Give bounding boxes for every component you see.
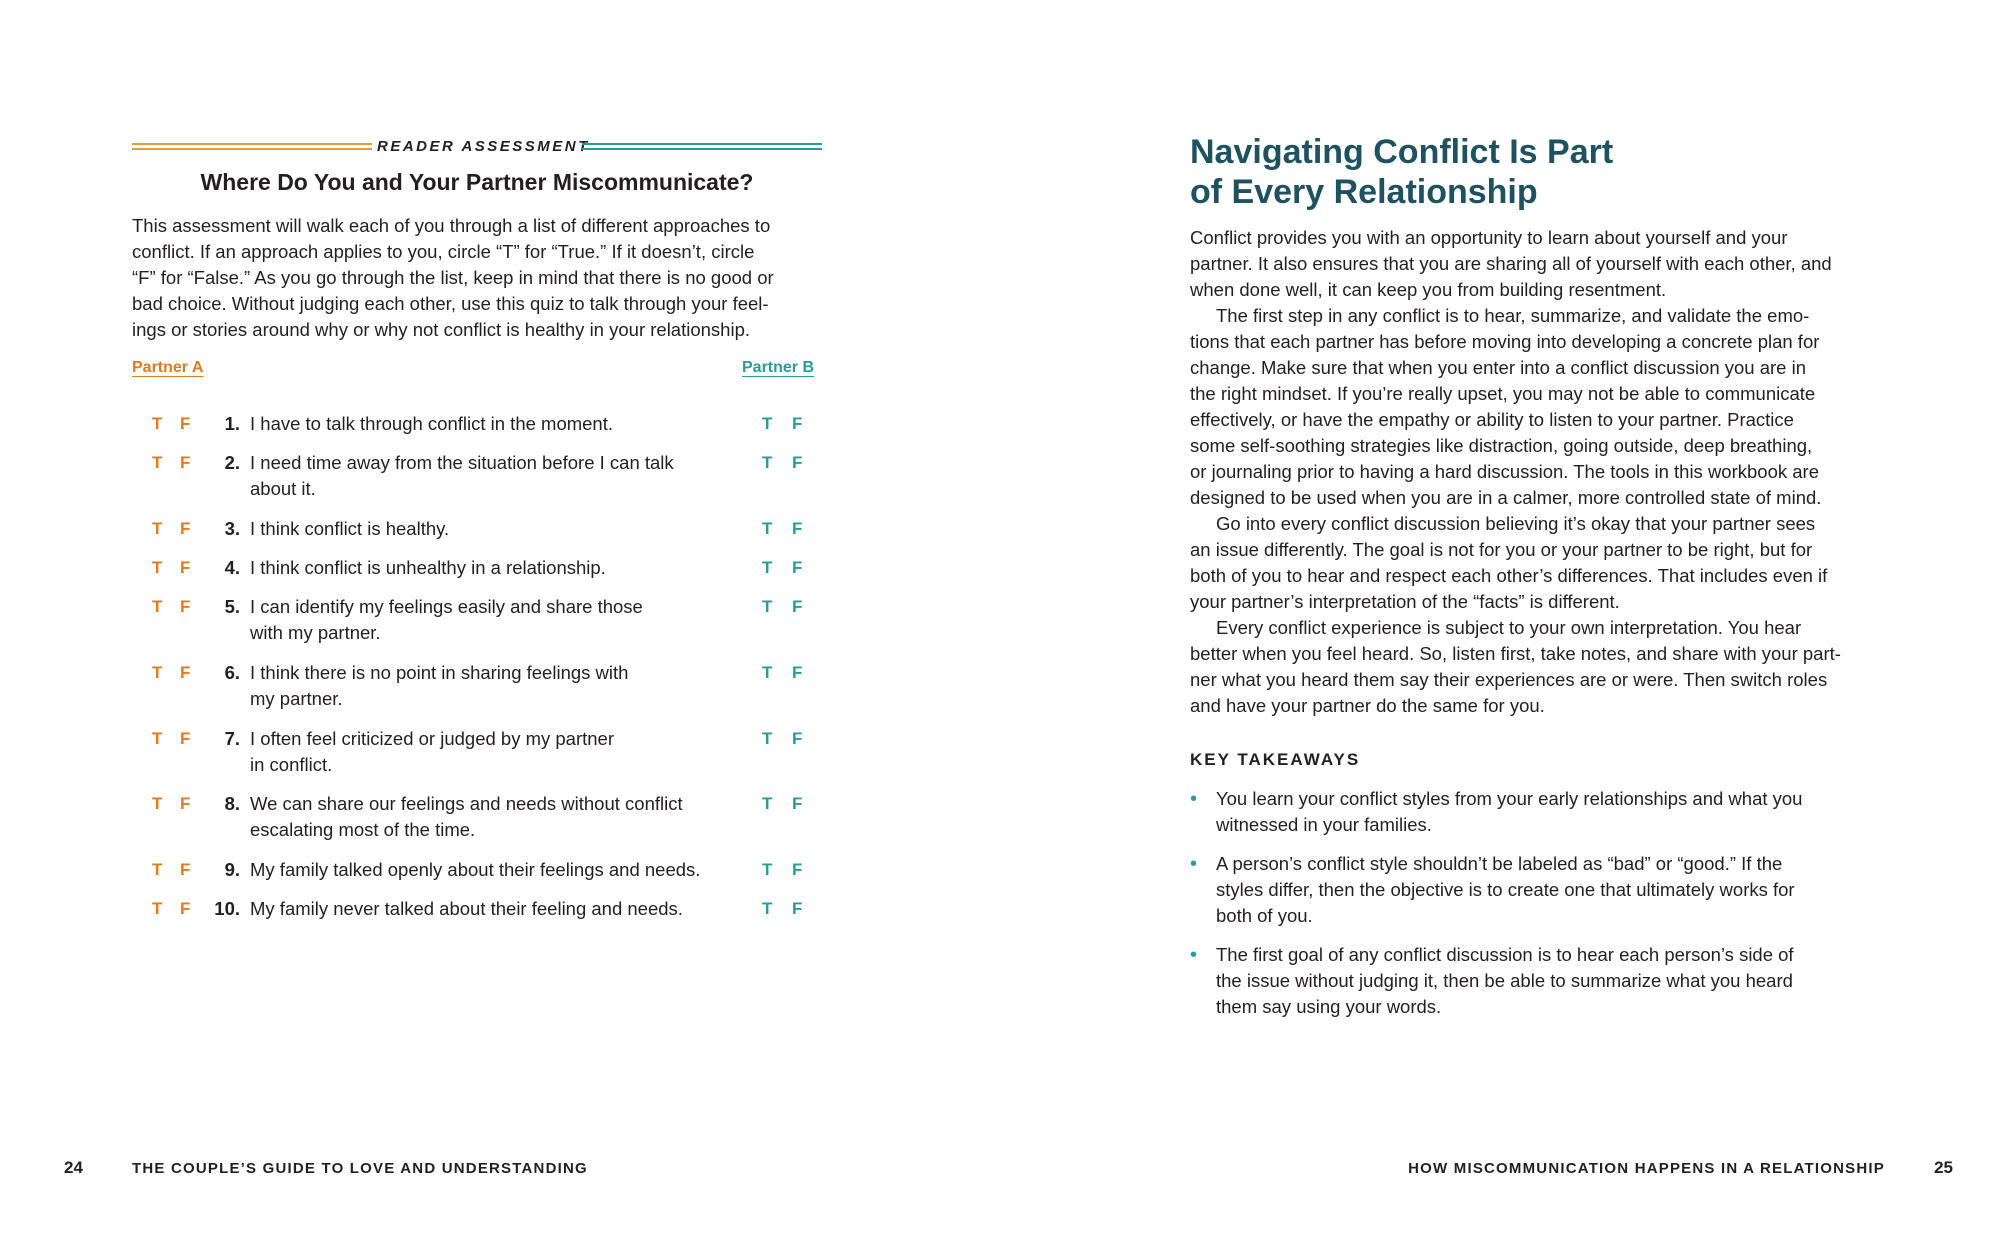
key-takeaways-heading: KEY TAKEAWAYS <box>1190 750 1361 769</box>
header-rule-left <box>132 143 372 150</box>
bullet-icon: • <box>1190 944 1198 966</box>
body-line: partner. It also ensures that you are sharing all of yourself with each other, and <box>1190 253 1832 274</box>
question-number: 6. <box>224 662 240 683</box>
partner-b-true-option[interactable]: T <box>762 860 773 879</box>
question-line: We can share our feelings and needs without conflict <box>250 793 683 814</box>
question-text <box>250 516 740 542</box>
body-line: tions that each partner has before moving into developing a concrete plan for <box>1190 331 1820 352</box>
question-text <box>250 726 740 778</box>
question-line: I can identify my feelings easily and share those <box>250 596 643 617</box>
partner-a-false-option[interactable]: F <box>180 558 191 577</box>
partner-a-false-option[interactable]: F <box>180 899 191 918</box>
takeaway-line: You learn your conflict styles from your early relationships and what you <box>1216 788 1803 809</box>
partner-a-true-option[interactable]: T <box>152 729 163 748</box>
body-line: and have your partner do the same for you. <box>1190 695 1545 716</box>
question-line: escalating most of the time. <box>250 819 476 840</box>
partner-b-false-option[interactable]: F <box>792 519 803 538</box>
bullet-icon: • <box>1190 853 1198 875</box>
partner-b-false-option[interactable]: F <box>792 414 803 433</box>
body-paragraph <box>1190 511 1890 615</box>
takeaway-line: The first goal of any conflict discussion is to hear each person’s side of <box>1216 944 1794 965</box>
partner-b-true-option[interactable]: T <box>762 414 773 433</box>
question-number: 10. <box>214 898 240 919</box>
partner-a-false-option[interactable]: F <box>180 794 191 813</box>
page-number-right: 25 <box>1934 1158 1953 1177</box>
intro-line: conflict. If an approach applies to you, circle “T” for “True.” If it doesn’t, circle <box>132 241 755 262</box>
takeaway-item <box>1190 786 1880 838</box>
partner-b-true-option[interactable]: T <box>762 519 773 538</box>
question-line: I need time away from the situation before I can talk <box>250 452 674 473</box>
partner-b-false-option[interactable]: F <box>792 860 803 879</box>
partner-a-false-option[interactable]: F <box>180 663 191 682</box>
intro-line: This assessment will walk each of you through a list of different approaches to <box>132 215 771 236</box>
question-text <box>250 660 740 712</box>
takeaway-line: the issue without judging it, then be able to summarize what you heard <box>1216 970 1793 991</box>
body-line: ner what you heard them say their experiences are or were. Then switch roles <box>1190 669 1828 690</box>
partner-a-false-option[interactable]: F <box>180 729 191 748</box>
body-paragraph <box>1190 615 1890 719</box>
question-line: I often feel criticized or judged by my partner <box>250 728 615 749</box>
question-line: with my partner. <box>250 622 381 643</box>
title-line: Navigating Conflict Is Part <box>1190 133 1614 171</box>
question-line: My family never talked about their feeling and needs. <box>250 898 683 919</box>
question-text <box>250 791 740 843</box>
header-rule-right <box>582 143 822 150</box>
takeaway-line: witnessed in your families. <box>1216 814 1432 835</box>
bullet-icon: • <box>1190 788 1198 810</box>
question-number: 8. <box>224 793 240 814</box>
body-paragraph <box>1190 225 1890 303</box>
question-line: I have to talk through conflict in the moment. <box>250 413 613 434</box>
body-line: some self-soothing strategies like distraction, going outside, deep breathing, <box>1190 435 1813 456</box>
question-line: I think conflict is healthy. <box>250 518 450 539</box>
partner-a-true-option[interactable]: T <box>152 899 163 918</box>
takeaway-line: both of you. <box>1216 905 1313 926</box>
partner-b-false-option[interactable]: F <box>792 899 803 918</box>
partner-b-true-option[interactable]: T <box>762 597 773 616</box>
takeaway-item <box>1190 942 1880 1020</box>
key-takeaways-list <box>1190 786 1880 1033</box>
partner-b-true-option[interactable]: T <box>762 453 773 472</box>
question-line: about it. <box>250 478 316 499</box>
assessment-label: READER ASSESSMENT <box>377 138 590 155</box>
intro-line: bad choice. Without judging each other, use this quiz to talk through your feel- <box>132 293 769 314</box>
assessment-intro <box>132 213 822 343</box>
partner-a-true-option[interactable]: T <box>152 453 163 472</box>
partner-b-false-option[interactable]: F <box>792 729 803 748</box>
question-line: in conflict. <box>250 754 333 775</box>
takeaway-item <box>1190 851 1880 929</box>
partner-a-true-option[interactable]: T <box>152 558 163 577</box>
partner-b-false-option[interactable]: F <box>792 597 803 616</box>
question-text <box>250 555 740 581</box>
title-line: of Every Relationship <box>1190 173 1538 211</box>
partner-a-false-option[interactable]: F <box>180 597 191 616</box>
partner-a-true-option[interactable]: T <box>152 519 163 538</box>
body-line: your partner’s interpretation of the “facts” is different. <box>1190 591 1620 612</box>
takeaway-line: styles differ, then the objective is to create one that ultimately works for <box>1216 879 1795 900</box>
question-number: 4. <box>224 557 240 578</box>
takeaway-line: them say using your words. <box>1216 996 1442 1017</box>
partner-a-true-option[interactable]: T <box>152 860 163 879</box>
right-page <box>1000 0 2000 1233</box>
body-paragraph <box>1190 303 1890 511</box>
question-line: I think there is no point in sharing feelings with <box>250 662 629 683</box>
partner-a-true-option[interactable]: T <box>152 414 163 433</box>
page-number-left: 24 <box>64 1158 83 1177</box>
partner-b-false-option[interactable]: F <box>792 794 803 813</box>
body-line: Go into every conflict discussion believing it’s okay that your partner sees <box>1216 513 1816 534</box>
partner-b-true-option[interactable]: T <box>762 794 773 813</box>
body-line: when done well, it can keep you from building resentment. <box>1190 279 1667 300</box>
body-text <box>1190 225 1890 719</box>
body-line: Every conflict experience is subject to your own interpretation. You hear <box>1216 617 1802 638</box>
question-number: 1. <box>224 413 240 434</box>
intro-line: ings or stories around why or why not conflict is healthy in your relationship. <box>132 319 750 340</box>
running-title-right: HOW MISCOMMUNICATION HAPPENS IN A RELATIONSHIP <box>1408 1160 1885 1177</box>
partner-b-false-option[interactable]: F <box>792 558 803 577</box>
question-text <box>250 411 740 437</box>
question-text <box>250 594 740 646</box>
question-line: My family talked openly about their feelings and needs. <box>250 859 701 880</box>
question-text <box>250 896 740 922</box>
body-line: the right mindset. If you’re really upset, you may not be able to communicate <box>1190 383 1816 404</box>
partner-b-label: Partner B <box>742 359 815 376</box>
partner-b-false-option[interactable]: F <box>792 663 803 682</box>
question-line: I think conflict is unhealthy in a relationship. <box>250 557 606 578</box>
partner-a-false-option[interactable]: F <box>180 453 191 472</box>
partner-a-label: Partner A <box>132 359 204 376</box>
body-line: The first step in any conflict is to hear, summarize, and validate the emo- <box>1216 305 1810 326</box>
question-text <box>250 857 740 883</box>
intro-line: “F” for “False.” As you go through the list, keep in mind that there is no good or <box>132 267 774 288</box>
partner-a-false-option[interactable]: F <box>180 519 191 538</box>
question-line: my partner. <box>250 688 343 709</box>
question-number: 9. <box>224 859 240 880</box>
assessment-header <box>132 138 822 156</box>
question-number: 7. <box>224 728 240 749</box>
partner-b-true-option[interactable]: T <box>762 729 773 748</box>
body-line: Conflict provides you with an opportunity to learn about yourself and your <box>1190 227 1788 248</box>
body-line: change. Make sure that when you enter into a conflict discussion you are in <box>1190 357 1806 378</box>
assessment-title: Where Do You and Your Partner Miscommunicate? <box>200 169 754 195</box>
partner-a-true-option[interactable]: T <box>152 663 163 682</box>
body-line: both of you to hear and respect each other’s differences. That includes even if <box>1190 565 1828 586</box>
partner-a-false-option[interactable]: F <box>180 860 191 879</box>
partner-b-true-option[interactable]: T <box>762 899 773 918</box>
body-line: designed to be used when you are in a calmer, more controlled state of mind. <box>1190 487 1822 508</box>
takeaway-line: A person’s conflict style shouldn’t be labeled as “bad” or “good.” If the <box>1216 853 1783 874</box>
partner-b-true-option[interactable]: T <box>762 663 773 682</box>
partner-b-false-option[interactable]: F <box>792 453 803 472</box>
body-line: better when you feel heard. So, listen first, take notes, and share with your part- <box>1190 643 1841 664</box>
question-text <box>250 450 740 502</box>
partner-a-true-option[interactable]: T <box>152 794 163 813</box>
body-line: or journaling prior to having a hard discussion. The tools in this workbook are <box>1190 461 1819 482</box>
question-number: 2. <box>224 452 240 473</box>
question-number: 3. <box>224 518 240 539</box>
body-line: an issue differently. The goal is not for you or your partner to be right, but for <box>1190 539 1813 560</box>
partner-b-true-option[interactable]: T <box>762 558 773 577</box>
running-title-left: THE COUPLE’S GUIDE TO LOVE AND UNDERSTANDING <box>132 1160 588 1177</box>
section-title <box>1190 132 1710 212</box>
body-line: effectively, or have the empathy or ability to listen to your partner. Practice <box>1190 409 1794 430</box>
question-number: 5. <box>224 596 240 617</box>
partner-a-true-option[interactable]: T <box>152 597 163 616</box>
partner-a-false-option[interactable]: F <box>180 414 191 433</box>
